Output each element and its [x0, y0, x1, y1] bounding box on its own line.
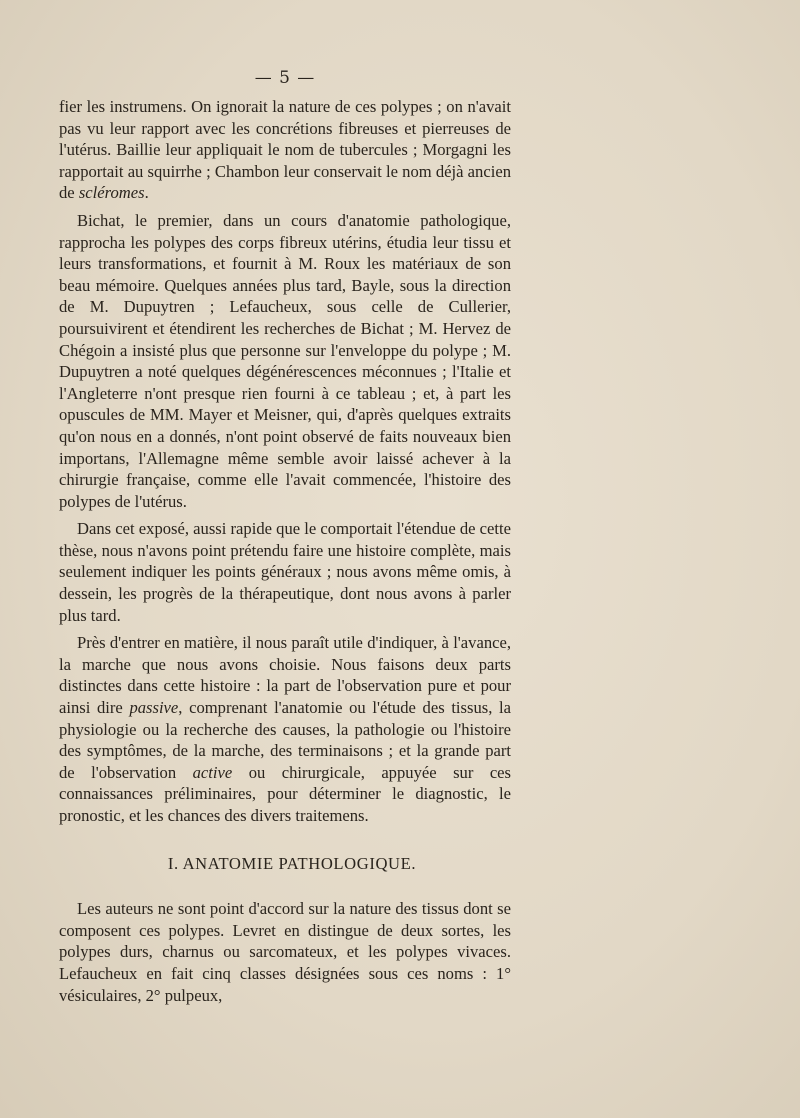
paragraph-4-text-b: , comprenant l'anatomie ou l'étude des tissus, la physiologie ou la recherche des causes, la pathologie ou l'histoire des symptômes, de la marche, des terminaisons ; et la grande part de l'observation	[59, 698, 511, 782]
body-text	[59, 96, 511, 1012]
paragraph-expose: Dans cet exposé, aussi rapide que le comportait l'étendue de cette thèse, nous n'avons point prétendu faire une histoire complète, mais seulement indiquer les points généraux ; nous avons même omis, à dessein, les progrès de la thérapeutique, dont nous avons à parler plus tard.	[59, 519, 511, 625]
section-heading: I. ANATOMIE PATHOLOGIQUE.	[167, 853, 417, 873]
paragraph-1-text: fier les instrumens. On ignorait la nature de ces polypes ; on n'avait pas vu leur rapport avec les concrétions fibreuses et pierreuses de l'utérus. Baillie leur appliquait le nom de tubercules ; Morgagni les rapportait au squirrhe ; Chambon leur conservait le nom déjà ancien de	[59, 97, 511, 203]
paragraph-4-italic-active: active	[192, 762, 233, 782]
paragraph-4-italic-passive: passive	[129, 698, 179, 718]
paragraph-1-end: .	[144, 183, 149, 203]
paragraph-4-text-a: Près d'entrer en matière, il nous paraît utile d'indiquer, à l'avance, la marche que nous avons choisie. Nous faisons deux parts distinctes dans cette histoire : la part de l'observation pure et pour ainsi dire	[59, 633, 511, 718]
paragraph-bichat: Bichat, le premier, dans un cours d'anatomie pathologique, rapprocha les polypes des corps fibreux utérins, étudia leur tissu et leurs transformations, et fournit à M. Roux les matériaux de son beau mémoire. Quelques années plus tard, Bayle, sous la direction de M. Dupuytren ; Lefaucheux, sous celle de Cullerier, poursuivirent et étendirent les recherches de Bichat ; M. Hervez de Chégoin a insisté plus que personne sur l'enveloppe du polype ; M. Dupuytren a noté quelques dégénérescences méconnues ; l'Italie et l'Angleterre n'ont presque rien fourni à ce tableau ; et, à part les opuscules de MM. Mayer et Meisner, qui, d'après quelques extraits qu'on nous en a donnés, n'ont point observé de faits nouveaux bien importans, l'Allemagne même semble avoir laissé achever à la chirurgie française, comme elle l'avait commencée, l'histoire des polypes de l'utérus.	[59, 210, 511, 511]
page-number: — 5 —	[254, 68, 316, 88]
paragraph-4-text-c: ou chirurgicale, appuyée sur ces connaissances préliminaires, pour déterminer le diagnostic, le pronostic, et les chances des divers traitemens.	[59, 762, 512, 825]
paragraph-continuation	[59, 96, 511, 204]
paragraph-auteurs: Les auteurs ne sont point d'accord sur la nature des tissus dont se composent ces polypes. Levret en distingue de deux sortes, les polypes durs, charnus ou sarcomateux, et les polypes vivaces. Lefaucheux en fait cinq classes désignées sous ces noms : 1° vésiculaires, 2° pulpeux,	[59, 899, 511, 1005]
paragraph-1-italic: scléromes	[78, 183, 145, 203]
paragraph-method	[59, 632, 511, 826]
